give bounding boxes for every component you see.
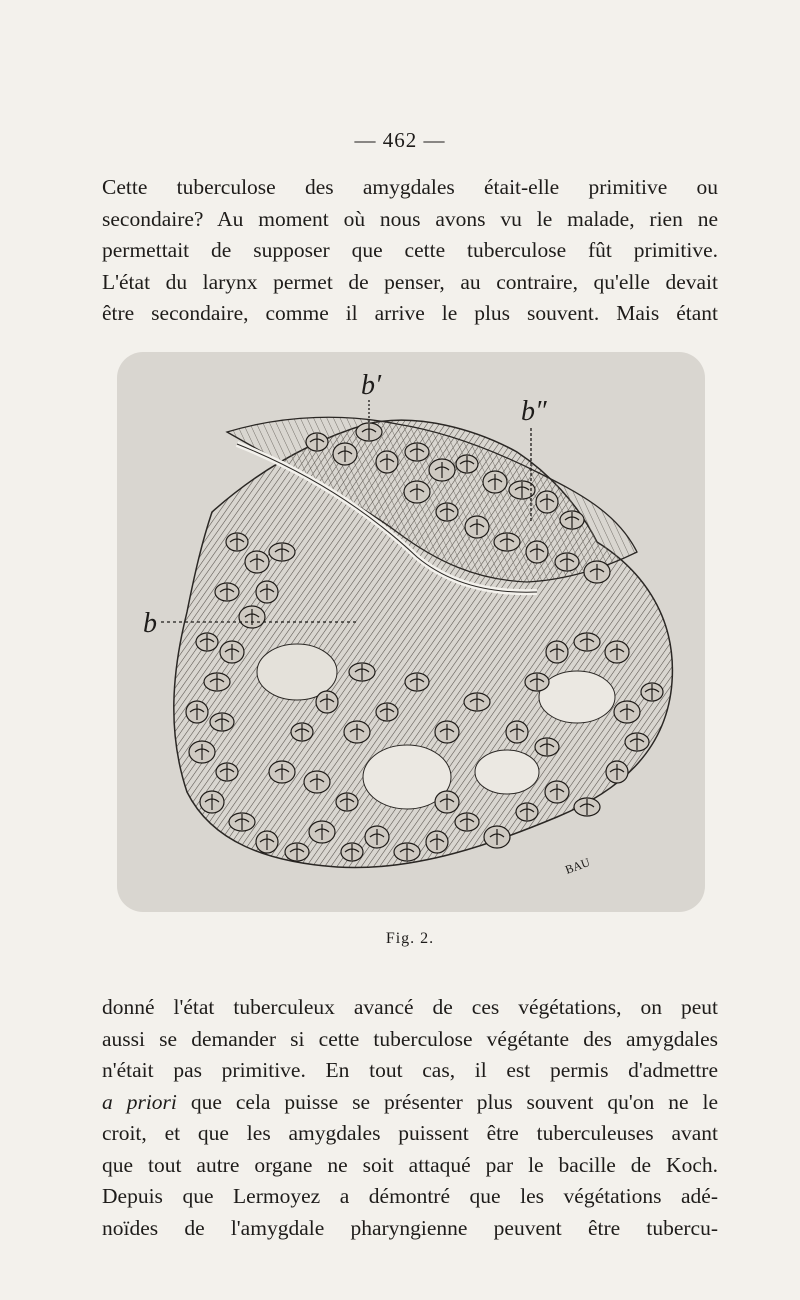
label-b-prime: b′ xyxy=(361,370,382,401)
text-line-rest: que cela puisse se présenter plus souvent qu'on ne le xyxy=(176,1089,719,1114)
label-b: b xyxy=(143,608,157,639)
italic-phrase: a priori xyxy=(102,1089,177,1114)
text-line: Depuis que Lermoyez a démontré que les végétations adé- xyxy=(102,1184,718,1208)
follicle xyxy=(475,750,539,794)
text-line: être secondaire, comme il arrive le plus souvent. Mais étant xyxy=(102,301,718,325)
text-line xyxy=(102,1087,718,1119)
figure-caption: Fig. 2. xyxy=(385,930,435,947)
page-number: — 462 — xyxy=(354,128,446,152)
text-line: secondaire? Au moment où nous avons vu le malade, rien ne xyxy=(102,206,718,231)
paragraph-bottom xyxy=(102,992,718,1244)
label-b-double-prime: b″ xyxy=(521,396,547,427)
follicle xyxy=(539,671,615,723)
engraver-signature: BAU xyxy=(563,854,592,877)
text-line: que tout autre organe ne soit attaqué par le bacille de Koch. xyxy=(102,1152,718,1177)
text-line: aussi se demander si cette tuberculose végétante des amygdales xyxy=(102,1026,718,1051)
histology-figure xyxy=(117,352,705,912)
text-line: L'état du larynx permet de penser, au contraire, qu'elle devait xyxy=(102,269,718,294)
text-line: Cette tuberculose des amygdales était-elle primitive ou xyxy=(102,175,718,199)
paragraph-top xyxy=(102,172,718,330)
text-line: croit, et que les amygdales puissent être tuberculeuses avant xyxy=(102,1121,718,1145)
text-line: permettait de supposer que cette tuberculose fût primitive. xyxy=(102,238,718,262)
text-line: noïdes de l'amygdale pharyngienne peuvent être tubercu- xyxy=(102,1215,718,1240)
text-line: donné l'état tuberculeux avancé de ces végétations, on peut xyxy=(102,995,718,1019)
tissue-illustration xyxy=(117,352,705,912)
text-line: n'était pas primitive. En tout cas, il est permis d'admettre xyxy=(102,1058,718,1082)
